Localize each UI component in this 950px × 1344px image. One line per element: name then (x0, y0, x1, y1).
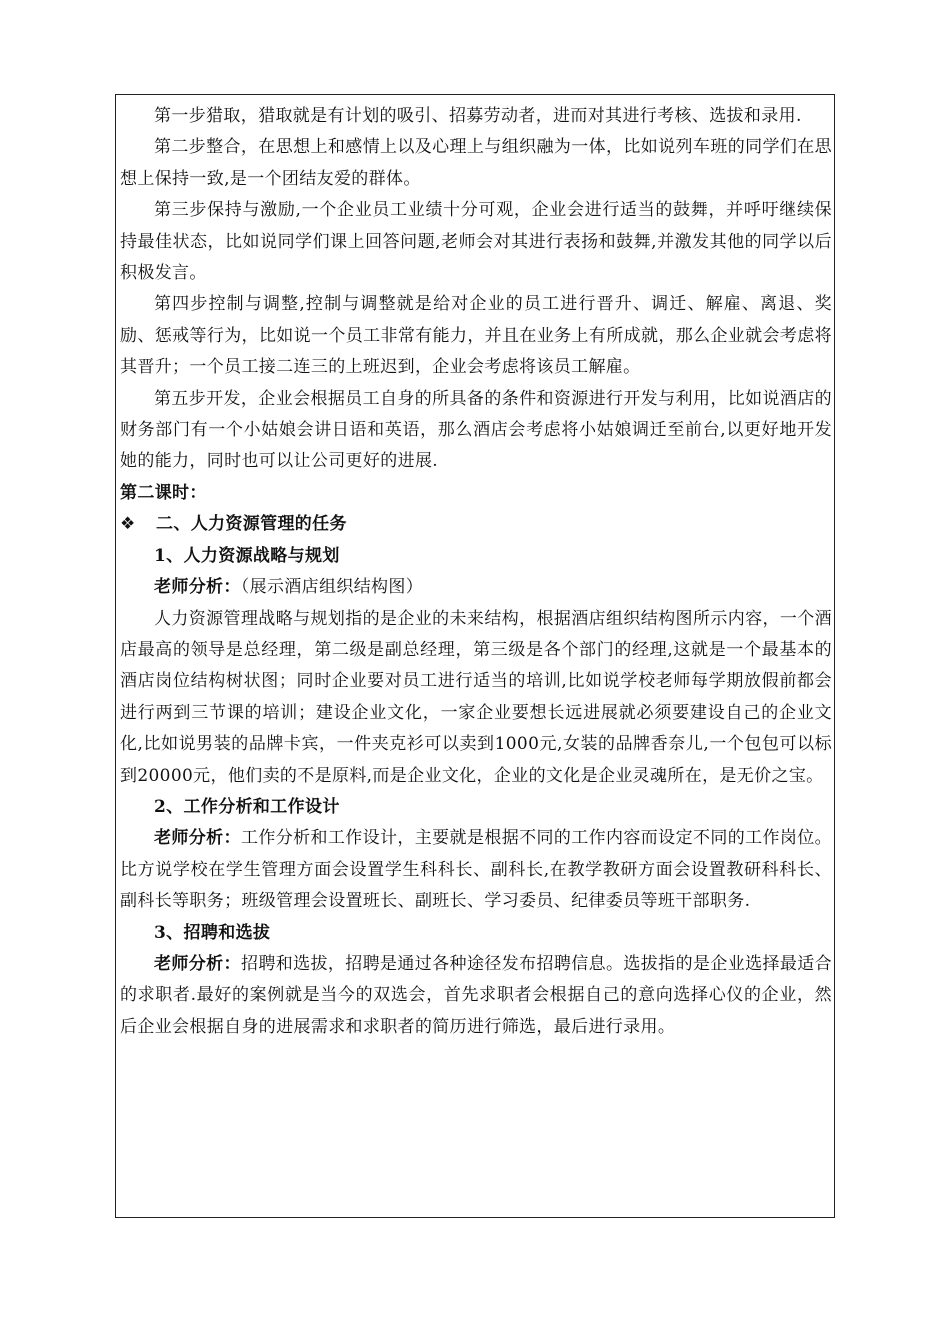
task1-body: 人力资源管理战略与规划指的是企业的未来结构，根据酒店组织结构图所示内容，一个酒店最高的领导是总经理，第二级是副总经理，第三级是各个部门的经理,这就是一个最基本的酒店岗位结构树状图；同时企业要对员工进行适当的培训,比如说学校老师每学期放假前都会进行两到三节课的培训；建设企业文化，一家企业要想长远进展就必须要建设自己的企业文化,比如说男装的品牌卡宾，一件夹克衫可以卖到1000元,女装的品牌香奈儿,一个包包可以标到20000元，他们卖的不是原料,而是企业文化，企业的文化是企业灵魂所在，是无价之宝。 (120, 608, 832, 786)
paragraph-step2: 第二步整合，在思想上和感情上以及心理上与组织融为一体，比如说列车班的同学们在思想上保持一致,是一个团结友爱的群体。 (120, 137, 832, 189)
paragraph-step5: 第五步开发，企业会根据员工自身的所具备的条件和资源进行开发与利用，比如说酒店的财务部门有一个小姑娘会讲日语和英语，那么酒店会考虑将小姑娘调迁至前台,以更好地开发她的能力，同时也可以让公司更好的进展. (120, 388, 832, 472)
task3-body: 招聘和选拔，招聘是通过各种途径发布招聘信息。选拔指的是企业选择最适合的求职者.最好的案例就是当今的双选会，首先求职者会根据自己的意向选择心仪的企业，然后企业会根据自身的进展需求和求职者的简历进行筛选，最后进行录用。 (120, 953, 833, 1037)
diamond-bullet-icon: ❖ (120, 514, 136, 535)
paragraph-step3: 第三步保持与激励,一个企业员工业绩十分可观，企业会进行适当的鼓舞，并呼吁继续保持最佳状态，比如说同学们课上回答问题,老师会对其进行表扬和鼓舞,并激发其他的同学以后积极发言。 (120, 200, 832, 284)
section-title-text: 二、人力资源管理的任务 (156, 514, 347, 535)
analysis-label: 老师分析： (154, 577, 241, 598)
paragraph-step4: 第四步控制与调整,控制与调整就是给对企业的员工进行晋升、调迁、解雇、离退、奖励、惩戒等行为，比如说一个员工非常有能力，并且在业务上有所成就，那么企业就会考虑将其晋升；一个员工接二连三的上班迟到，企业会考虑将该员工解雇。 (120, 294, 832, 378)
analysis-note: （展示酒店组织结构图） (240, 577, 424, 598)
paragraph-step1: 第一步猎取，猎取就是有计划的吸引、招募劳动者，进而对其进行考核、选拔和录用. (154, 106, 802, 126)
lesson-content (120, 101, 832, 1043)
task2-body: 工作分析和工作设计，主要就是根据不同的工作内容而设定不同的工作岗位。比方说学校在学生管理方面会设置学生科科长、副科长,在教学教研方面会设置教研科科长、副科长等职务；班级管理会设置班长、副班长、学习委员、纪律委员等班干部职务. (120, 828, 833, 912)
task1-analysis-line (120, 572, 832, 603)
task2-heading: 2、工作分析和工作设计 (154, 796, 340, 817)
task3-heading: 3、招聘和选拔 (154, 922, 271, 943)
lesson-label: 第二课时： (120, 482, 207, 503)
task2-body-paragraph (120, 823, 832, 917)
task1-heading: 1、人力资源战略与规划 (154, 545, 340, 566)
analysis-label: 老师分析： (154, 828, 241, 849)
analysis-label: 老师分析： (154, 953, 241, 974)
task3-body-paragraph (120, 949, 832, 1043)
section-title (120, 509, 832, 540)
